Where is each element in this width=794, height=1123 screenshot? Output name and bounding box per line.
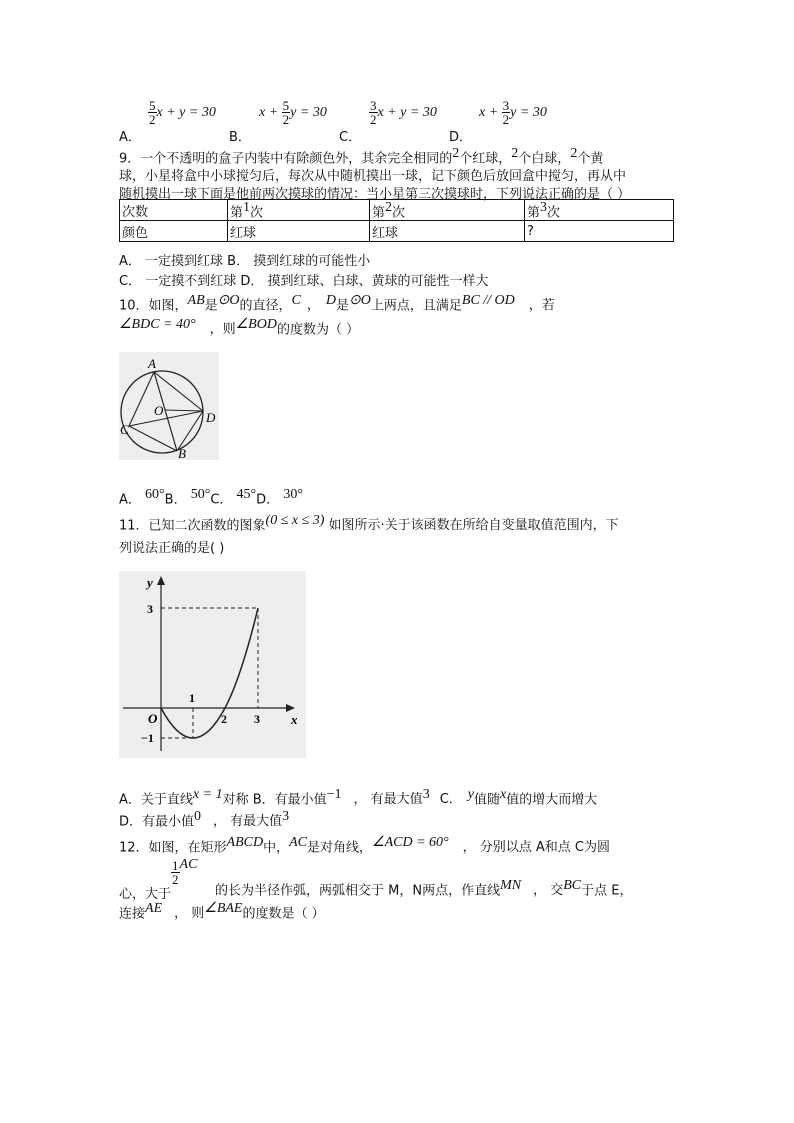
q8-option-a xyxy=(148,99,216,126)
q11-options-line1 xyxy=(119,787,597,807)
q11-text: ， 有最大值 xyxy=(213,814,283,830)
q12-ac: AC xyxy=(289,835,308,850)
q10-text: 是 xyxy=(204,298,218,314)
eq-tail: x + y = 30 xyxy=(377,105,437,120)
option-value-c: 45° xyxy=(236,487,257,502)
figure-background xyxy=(119,571,306,758)
q11-line-x1: x = 1 xyxy=(192,787,223,802)
eq-head: x + xyxy=(259,105,282,120)
q10-ab: AB xyxy=(187,293,205,308)
q12-ae: AE xyxy=(145,901,163,916)
q11-text: D．有最小值 xyxy=(119,814,195,830)
q8-option-d-label: D． xyxy=(449,130,473,145)
q12-angle-acd: ∠ACD = 60° xyxy=(372,835,449,850)
q11-range: (0 ≤ x ≤ 3) xyxy=(265,513,325,528)
q10-circle-figure xyxy=(119,352,219,460)
q9-text-2: 个红球， xyxy=(459,151,512,167)
q8-option-c-label: C． xyxy=(339,130,362,145)
q11-var-y: y xyxy=(467,787,474,802)
q10-angle-bdc: ∠BDC = 40° xyxy=(119,317,196,332)
q9-options-ab: A． 一定摸到红球 B． 摸到红球的可能性小 xyxy=(119,254,371,269)
q11-text: ， 有最大值 xyxy=(353,792,423,808)
q11-line2: 列说法正确的是( ) xyxy=(119,541,225,556)
frac-num: 3 xyxy=(502,98,510,113)
q10-options xyxy=(119,487,303,507)
q9-line2: 球，小星将盒中小球搅匀后，每次从中随机摸出一球，记下颜色后放回盒中搅匀，再从中 xyxy=(119,169,627,184)
q9-text-1: 9．一个不透明的盒子内装中有除颜色外，其余完全相同的 xyxy=(119,151,453,167)
option-label: A． xyxy=(119,492,141,508)
q8-option-c xyxy=(369,99,437,126)
q12-mn: MN xyxy=(500,878,522,893)
eq-tail: y = 30 xyxy=(510,105,547,120)
tick-label-y3: 3 xyxy=(147,602,153,616)
q11-text: 对称 B．有最小值 xyxy=(222,792,327,808)
q11-text: 值的增大而增大 xyxy=(506,792,598,808)
table-row xyxy=(120,200,674,221)
q9-table xyxy=(119,199,674,242)
eq-head: x + xyxy=(479,105,502,120)
q8-option-d xyxy=(479,99,547,126)
point-a: A xyxy=(148,356,156,371)
q10-angle-bod: ∠BOD xyxy=(235,317,277,332)
q10-text: 是 xyxy=(336,298,350,314)
q12-line2-rest xyxy=(215,878,632,898)
q12-text: 是对角线， xyxy=(307,840,373,856)
cell-text: 第 xyxy=(230,205,244,221)
q9-line1 xyxy=(119,146,603,166)
frac-num: 1 xyxy=(172,858,179,873)
q12-ac-half: AC xyxy=(179,857,198,872)
q9-line3: 随机摸出一球下面是他前两次摸球的情况：当小星第三次摸球时，下列说法正确的是（ ） xyxy=(119,187,631,202)
q10-text: ，则 xyxy=(209,322,236,338)
q12-text: ， 则 xyxy=(174,906,205,922)
q9-options-cd: C． 一定摸不到红球 D． 摸到红球、白球、黄球的可能性一样大 xyxy=(119,274,489,289)
q12-text: 于点 E， xyxy=(581,883,633,899)
option-value-a: 60° xyxy=(145,487,165,502)
q10-text: ，若 xyxy=(528,298,555,314)
q10-line1 xyxy=(119,292,555,313)
q8-option-b-label: B． xyxy=(229,130,251,145)
cell-num: 3 xyxy=(540,200,548,215)
frac-den: 2 xyxy=(172,872,179,887)
q8-option-a-label: A． xyxy=(119,130,141,145)
q11-var-x: x xyxy=(500,787,507,802)
q11-text: C． xyxy=(439,792,462,808)
q12-text: ， 分别以点 A和点 C为圆 xyxy=(462,840,611,856)
q12-bc: BC xyxy=(563,878,582,893)
q12-text: 的度数是（ ） xyxy=(242,906,325,922)
q11-text: 如图所示·关于该函数在所给自变量取值范围内，下 xyxy=(328,518,619,534)
tick-label-2: 2 xyxy=(221,712,227,726)
q8-option-b xyxy=(259,99,327,126)
eq-tail: y = 30 xyxy=(290,105,327,120)
point-o: O xyxy=(154,403,164,418)
cell-num: 1 xyxy=(243,200,251,215)
axis-label-x: x xyxy=(291,712,298,727)
q11-text: 值随 xyxy=(473,792,500,808)
option-value-d: 30° xyxy=(283,487,303,502)
q10-line2 xyxy=(119,316,359,337)
tick-label-ym1: −1 xyxy=(141,731,154,745)
cell-text: 第 xyxy=(372,205,386,221)
figure-background xyxy=(119,352,219,460)
table-cell: 颜色 xyxy=(120,221,228,242)
point-c: C xyxy=(120,422,129,437)
q9-count-red: 2 xyxy=(452,146,460,161)
q10-circle-o: ⊙O xyxy=(217,293,240,308)
q11-max-three: 3 xyxy=(282,809,290,824)
point-d: D xyxy=(206,410,216,425)
q10-text: 10．如图， xyxy=(119,298,188,314)
q10-text: 上两点，且满足 xyxy=(370,298,462,314)
q9-count-white: 2 xyxy=(511,146,519,161)
cell-text: 次 xyxy=(392,205,406,221)
q11-text: 11．已知二次函数的图象 xyxy=(119,518,266,534)
q11-options-line2 xyxy=(119,809,289,829)
q12-angle-bae: ∠BAE xyxy=(204,901,243,916)
q11-text: A．关于直线 xyxy=(119,792,193,808)
table-row xyxy=(120,221,674,242)
frac-num: 5 xyxy=(282,98,290,113)
q10-text: 的度数为（ ） xyxy=(276,322,360,338)
table-cell: ? xyxy=(525,221,674,242)
table-cell: 红球 xyxy=(370,221,525,242)
q12-text: 的长为半径作弧，两弧相交于 M，N两点，作直线 xyxy=(215,883,501,899)
q10-text: 的直径， xyxy=(239,298,292,314)
option-value-b: 50° xyxy=(190,487,211,502)
q9-count-yellow: 2 xyxy=(570,146,578,161)
cell-num: 2 xyxy=(385,200,393,215)
q12-line3 xyxy=(119,900,325,921)
q9-text-3: 个白球， xyxy=(518,151,571,167)
option-label: D． xyxy=(256,492,280,508)
frac-den: 2 xyxy=(502,112,510,127)
option-label: B． xyxy=(164,492,187,508)
q12-text: ， 交 xyxy=(533,883,564,899)
frac-num: 5 xyxy=(149,98,156,113)
tick-label-3: 3 xyxy=(254,712,260,726)
q12-text: 12．如图，在矩形 xyxy=(119,840,227,856)
option-label: C． xyxy=(210,492,233,508)
q11-min-zero: 0 xyxy=(194,809,202,824)
q11-parabola-figure xyxy=(119,571,306,758)
table-cell xyxy=(228,200,370,221)
cell-text: 次 xyxy=(250,205,264,221)
q12-text: 连接 xyxy=(119,906,146,922)
q11-line1 xyxy=(119,513,619,533)
frac-den: 2 xyxy=(282,112,290,127)
point-b: B xyxy=(178,446,186,460)
table-cell: 红球 xyxy=(228,221,370,242)
q11-min-value: −1 xyxy=(326,787,342,802)
q12-text: 中， xyxy=(263,840,290,856)
table-cell xyxy=(370,200,525,221)
q12-line2 xyxy=(119,857,198,902)
q12-rect-abcd: ABCD xyxy=(226,835,264,850)
cell-text: 第 xyxy=(527,205,541,221)
q10-text: ， xyxy=(306,298,320,314)
cell-text: 次 xyxy=(547,205,561,221)
frac-num: 3 xyxy=(370,98,377,113)
q11-max-value: 3 xyxy=(422,787,430,802)
table-cell xyxy=(525,200,674,221)
axis-label-y: y xyxy=(147,575,153,590)
tick-label-1: 1 xyxy=(189,691,195,705)
q9-text-4: 个黄 xyxy=(577,151,604,167)
q10-d: D xyxy=(325,293,337,308)
table-cell: 次数 xyxy=(120,200,228,221)
frac-den: 2 xyxy=(370,112,377,127)
origin-label: O xyxy=(148,711,158,726)
q10-circle-o: ⊙O xyxy=(349,293,371,308)
q10-parallel: BC // OD xyxy=(461,293,515,308)
frac-den: 2 xyxy=(149,112,156,127)
eq-tail: x + y = 30 xyxy=(156,105,216,120)
q10-c: C xyxy=(291,293,301,308)
q12-line1 xyxy=(119,834,610,855)
q12-text: 心，大于 xyxy=(119,887,172,902)
